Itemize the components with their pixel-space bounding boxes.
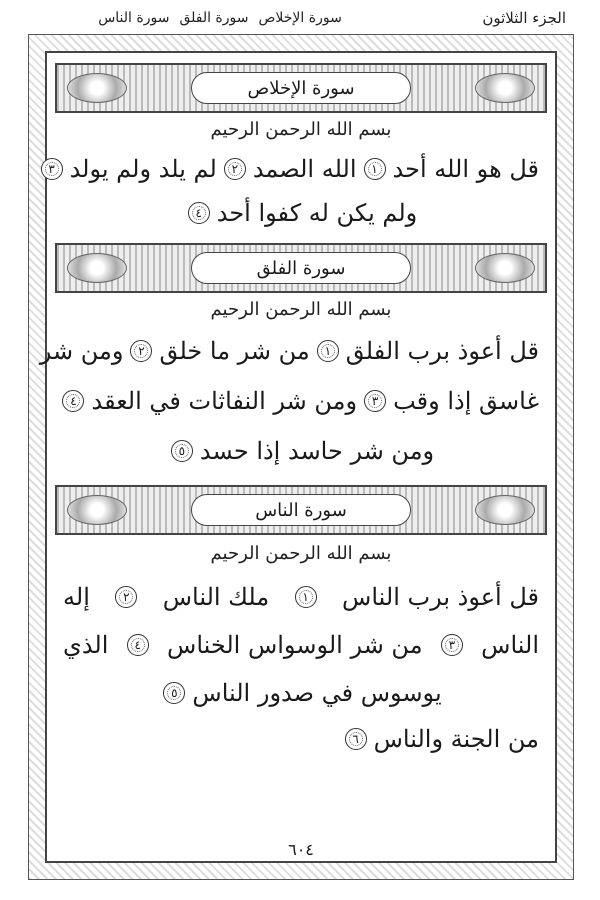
verse-line	[39, 329, 539, 373]
verse-text: قل أعوذ برب الفلق	[345, 337, 539, 365]
ayah-number-marker: ٢	[224, 158, 246, 180]
header-sura-name: سورة الفلق	[179, 10, 249, 26]
ornament-icon	[67, 73, 127, 103]
verse-text: ومن شر	[39, 337, 124, 365]
ayah-number-marker: ٣	[364, 390, 386, 412]
ayah-number-marker: ٤	[62, 390, 84, 412]
verse-line	[63, 379, 539, 423]
juz-label: الجزء الثلاثون	[482, 9, 566, 27]
sura-title: سورة الفلق	[191, 252, 411, 284]
verse-line	[63, 429, 539, 473]
page-number: ٦٠٤	[288, 840, 314, 859]
sura-banner-ikhlas	[55, 63, 547, 113]
verse-text: قل هو الله أحد	[392, 155, 539, 183]
ornament-icon	[67, 495, 127, 525]
ornament-icon	[475, 495, 535, 525]
ayah-number-marker: ٣	[41, 158, 63, 180]
ayah-number-marker: ١	[317, 340, 339, 362]
verse-line	[48, 147, 539, 191]
ayah-number-marker: ٢	[130, 340, 152, 362]
verse-text: إله	[63, 583, 90, 611]
sura-names-header	[70, 6, 370, 30]
verse-text: الذي	[63, 631, 109, 659]
verse-line	[63, 191, 539, 235]
ornament-icon	[67, 253, 127, 283]
ayah-number-marker: ٤	[188, 202, 210, 224]
ornament-icon	[475, 73, 535, 103]
page-text-area	[39, 51, 557, 863]
header-sura-name: سورة الناس	[98, 10, 170, 26]
verse-text: من الجنة والناس	[373, 725, 539, 753]
verse-text: من شر الوسواس الخناس	[167, 631, 423, 659]
sura-title: سورة الناس	[191, 494, 411, 526]
verse-text: الناس	[481, 631, 539, 659]
ornament-icon	[475, 253, 535, 283]
verse-line	[63, 671, 539, 715]
verse-text: الله الصمد	[252, 155, 357, 183]
verse-text: ولم يكن له كفوا أحد	[216, 199, 418, 227]
verse-text: غاسق إذا وقب	[393, 387, 539, 415]
ayah-number-marker: ١	[364, 158, 386, 180]
ayah-number-marker: ١	[295, 586, 317, 608]
verse-text: ومن شر النفاثات في العقد	[91, 387, 358, 415]
ayah-number-marker: ٣	[441, 634, 463, 656]
basmala: بسم الله الرحمن الرحيم	[210, 299, 392, 320]
verse-text: من شر ما خلق	[159, 337, 310, 365]
ayah-number-marker: ٢	[115, 586, 137, 608]
verse-text: ملك الناس	[162, 583, 270, 611]
header-sura-name: سورة الإخلاص	[258, 10, 342, 26]
ayah-number-marker: ٥	[171, 440, 193, 462]
verse-line	[63, 717, 539, 761]
ornamental-frame	[28, 34, 574, 880]
basmala: بسم الله الرحمن الرحيم	[210, 119, 392, 140]
verse-line	[63, 623, 539, 667]
verse-text: لم يلد ولم يولد	[69, 155, 217, 183]
verse-text: قل أعوذ برب الناس	[342, 583, 539, 611]
verse-line	[63, 575, 539, 619]
ayah-number-marker: ٦	[345, 728, 367, 750]
basmala: بسم الله الرحمن الرحيم	[210, 543, 392, 564]
verse-text: ومن شر حاسد إذا حسد	[199, 437, 435, 465]
ayah-number-marker: ٥	[163, 682, 185, 704]
sura-title: سورة الإخلاص	[191, 72, 411, 104]
sura-banner-falaq	[55, 243, 547, 293]
ayah-number-marker: ٤	[127, 634, 149, 656]
page-header	[0, 0, 600, 36]
verse-text: يوسوس في صدور الناس	[192, 679, 442, 707]
sura-banner-nas	[55, 485, 547, 535]
